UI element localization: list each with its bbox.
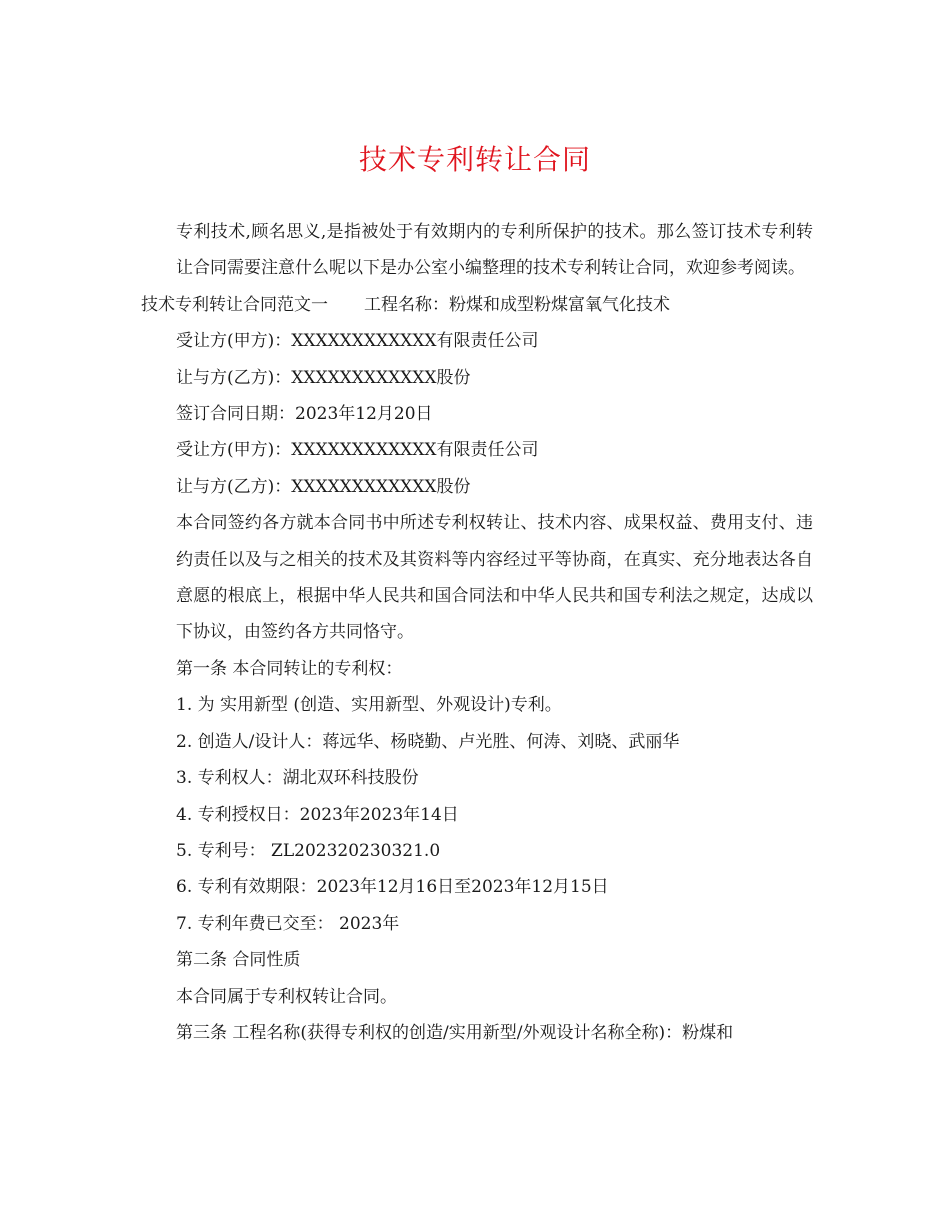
project-name: 工程名称：粉煤和成型粉煤富氧气化技术: [364, 294, 670, 315]
party-line: 让与方(乙方)：XXXXXXXXXXXX股份: [176, 476, 471, 497]
party-line: 受让方(甲方)：XXXXXXXXXXXX有限责任公司: [176, 331, 539, 352]
signing-date-line: 签订合同日期：2023年12月20日: [176, 404, 433, 425]
article-1-item: 5. 专利号： ZL202320230321.0: [176, 840, 441, 861]
article-2-text: 本合同属于专利权转让合同。: [176, 986, 397, 1007]
sample-heading: 技术专利转让合同范文一: [141, 294, 328, 315]
article-1-item: 3. 专利权人：湖北双环科技股份: [176, 768, 419, 789]
party-line: 受让方(甲方)：XXXXXXXXXXXX有限责任公司: [176, 440, 539, 461]
article-1-item: 4. 专利授权日：2023年2023年14日: [176, 804, 459, 825]
article-1-item: 2. 创造人/设计人：蒋远华、杨晓勤、卢光胜、何涛、刘晓、武丽华: [176, 731, 680, 752]
intro-paragraph: 专利技术,顾名思义,是指被处于有效期内的专利所保护的技术。那么签订技术专利转让合同需要注意什么呢以下是办公室小编整理的技术专利转让合同，欢迎参考阅读。: [176, 222, 813, 279]
article-1-item: 6. 专利有效期限：2023年12月16日至2023年12月15日: [176, 877, 609, 898]
party-line: 让与方(乙方)：XXXXXXXXXXXX股份: [176, 367, 471, 388]
article-1-heading: 第一条 本合同转让的专利权：: [176, 658, 403, 679]
article-3-text: 第三条 工程名称(获得专利权的创造/实用新型/外观设计名称全称)：粉煤和: [176, 1022, 734, 1043]
article-2-heading: 第二条 合同性质: [176, 950, 301, 971]
document-body: [141, 214, 813, 1051]
article-1-item: 7. 专利年费已交至： 2023年: [176, 913, 400, 934]
preamble-paragraph: 本合同签约各方就本合同书中所述专利权转让、技术内容、成果权益、费用支付、违约责任以及与之相关的技术及其资料等内容经过平等协商，在真实、充分地表达各自意愿的根底上，根据中华人民共和国合同法和中华人民共和国专利法之规定，达成以下协议，由签约各方共同恪守。: [176, 513, 813, 643]
sample-heading-line: [141, 287, 813, 323]
document-title: 技术专利转让合同: [358, 143, 591, 176]
article-1-item: 1. 为 实用新型 (创造、实用新型、外观设计)专利。: [176, 695, 562, 716]
